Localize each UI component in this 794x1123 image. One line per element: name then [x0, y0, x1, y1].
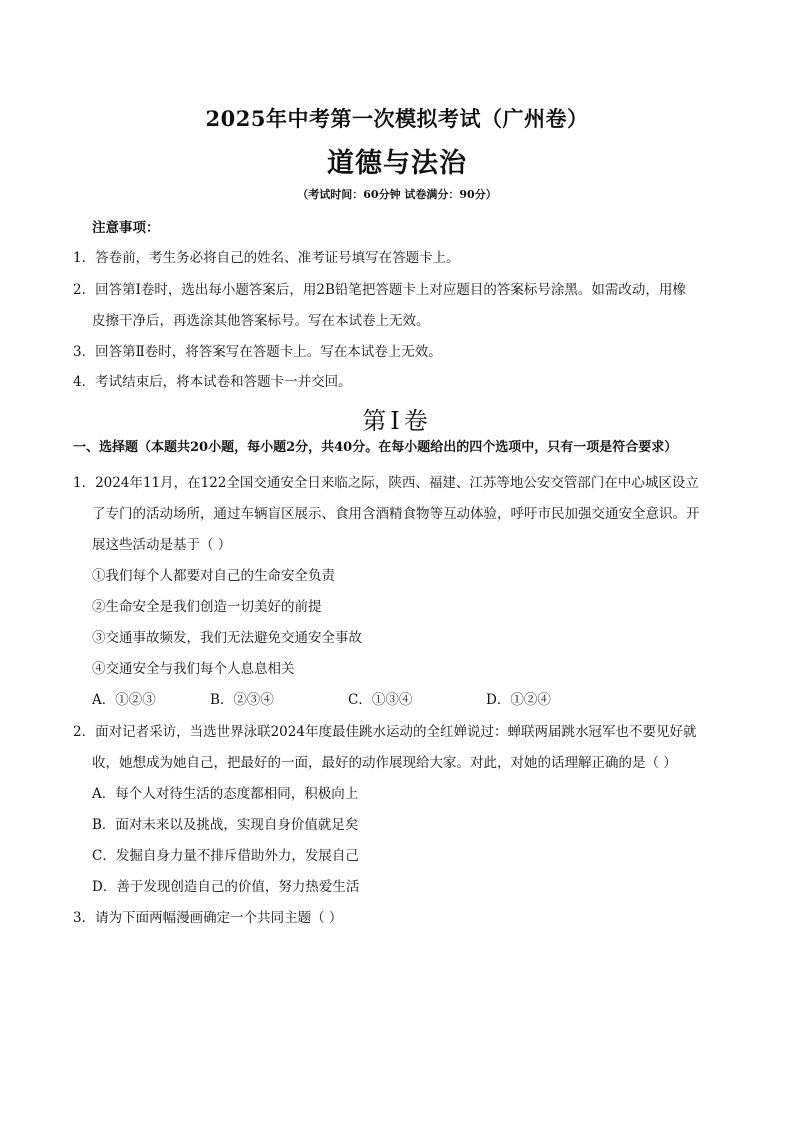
- q1-option-d[interactable]: D．①②④: [486, 692, 551, 708]
- q3-line-1: 3．请为下面两幅漫画确定一个共同主题（ ）: [73, 910, 343, 926]
- q1-line-1: 1．2024年11月，在122全国交通安全日来临之际，陕西、福建、江苏等地公安交管部门在中心城区设立: [73, 475, 699, 491]
- q1-statement-1: ①我们每个人都要对自己的生命安全负责: [92, 568, 335, 584]
- q2-option-a[interactable]: A．每个人对待生活的态度都相同，积极向上: [92, 786, 359, 802]
- q2-line-2: 收，她想成为她自己，把最好的一面，最好的动作展现给大家。对此，对她的话理解正确的是（ ）: [92, 755, 677, 771]
- notice-item-4: 4．考试结束后，将本试卷和答题卡一并交回。: [73, 374, 352, 390]
- q1-statement-4: ④交通安全与我们每个人息息相关: [92, 661, 295, 677]
- section-instruction: 一、选择题（本题共20小题，每小题2分，共40分。在每小题给出的四个选项中，只有一项是符合要求）: [73, 440, 678, 455]
- q2-option-d[interactable]: D．善于发现创造自己的价值，努力热爱生活: [92, 879, 360, 895]
- exam-title: 2025年中考第一次模拟考试（广州卷）: [205, 106, 589, 131]
- notice-item-3: 3．回答第Ⅱ卷时，将答案写在答题卡上。写在本试卷上无效。: [73, 344, 442, 360]
- section-title: 第Ⅰ卷: [362, 407, 432, 435]
- q1-option-c[interactable]: C．①③④: [348, 692, 413, 708]
- notice-item-2-cont: 皮擦干净后，再选涂其他答案标号。写在本试卷上无效。: [92, 313, 430, 329]
- notice-item-2: 2．回答第Ⅰ卷时，选出每小题答案后，用2B铅笔把答题卡上对应题目的答案标号涂黑。如需改动，用橡: [73, 282, 686, 298]
- q1-line-2: 了专门的活动场所，通过车辆盲区展示、食用含酒精食物等互动体验，呼吁市民加强交通安全意识。开: [92, 506, 700, 522]
- q2-line-1: 2．面对记者采访，当选世界泳联2024年度最佳跳水运动的全红婵说过：蝉联两届跳水冠军也不要见好就: [73, 724, 697, 740]
- notice-heading: 注意事项：: [92, 220, 160, 236]
- q1-option-b[interactable]: B．②③④: [210, 692, 274, 708]
- notice-item-1: 1．答卷前，考生务必将自己的姓名、准考证号填写在答题卡上。: [73, 250, 460, 266]
- q2-option-b[interactable]: B．面对未来以及挑战，实现自身价值就足矣: [92, 817, 359, 833]
- subject-title: 道德与法治: [327, 148, 467, 179]
- q1-statement-3: ③交通事故频发，我们无法避免交通安全事故: [92, 630, 362, 646]
- q1-option-a[interactable]: A．①②③: [92, 692, 156, 708]
- q1-line-3: 展这些活动是基于（ ）: [92, 537, 232, 553]
- q1-statement-2: ②生命安全是我们创造一切美好的前提: [92, 599, 322, 615]
- q2-option-c[interactable]: C．发掘自身力量不排斥借助外力，发展自己: [92, 848, 359, 864]
- exam-info: （考试时间：60分钟 试卷满分：90分）: [297, 188, 497, 201]
